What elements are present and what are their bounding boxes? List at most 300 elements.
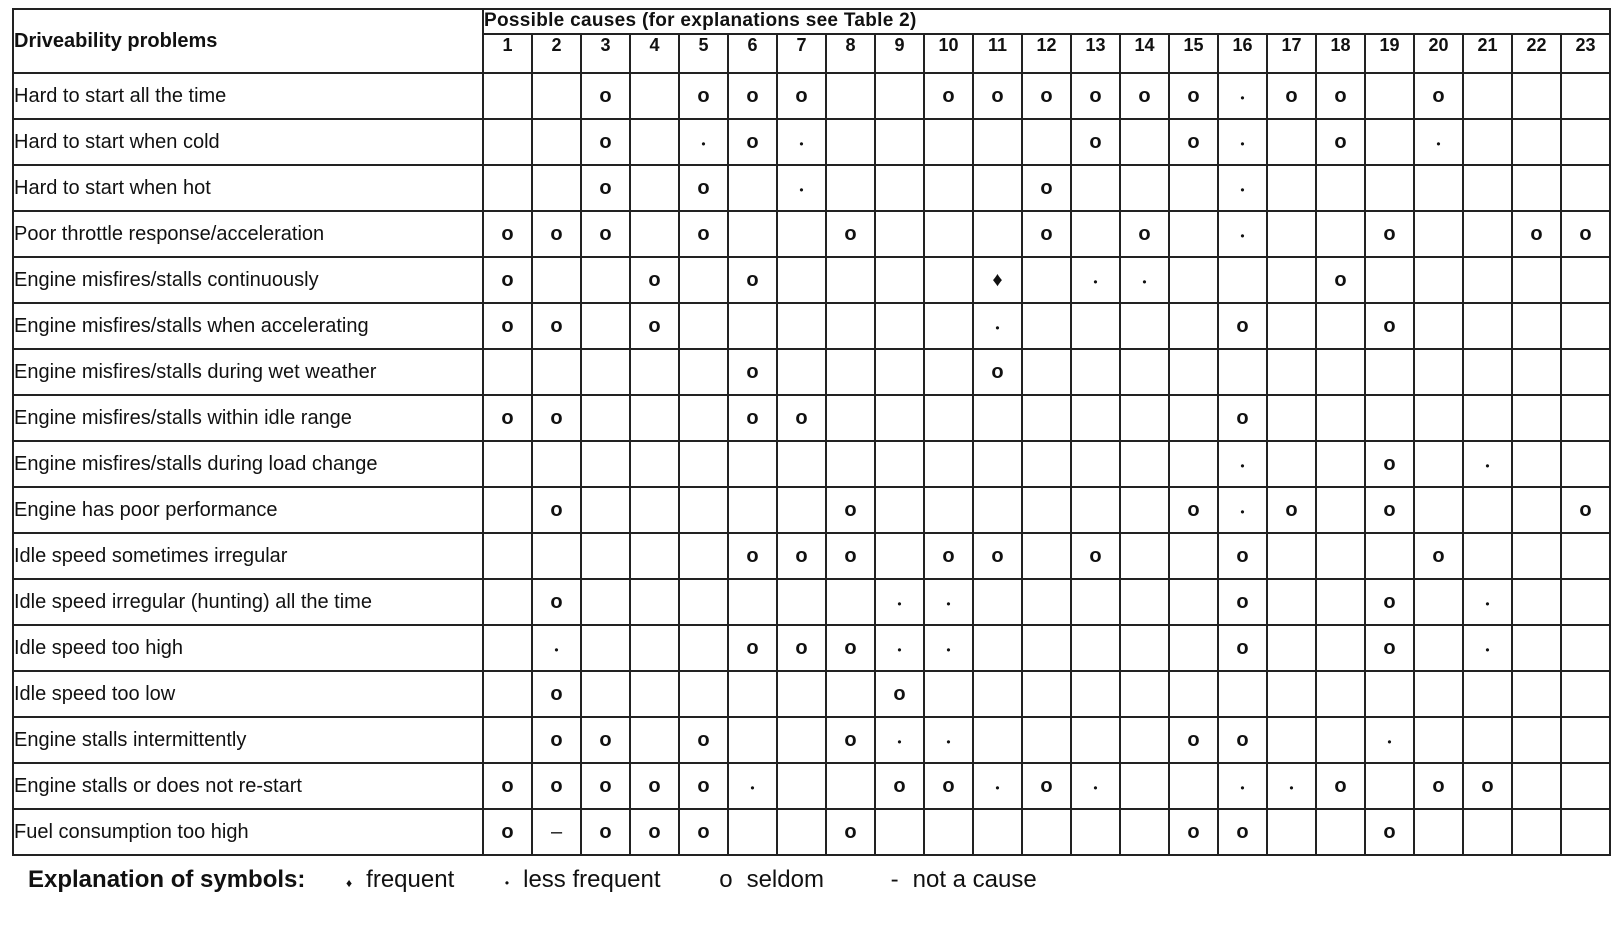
cause-cell bbox=[483, 349, 532, 395]
frequent-symbol-icon: ♦ bbox=[346, 876, 353, 890]
cause-cell bbox=[875, 395, 924, 441]
cause-cell bbox=[1071, 119, 1120, 165]
cause-cell bbox=[679, 671, 728, 717]
cause-cell bbox=[1120, 73, 1169, 119]
cause-cell bbox=[1218, 579, 1267, 625]
cause-cell bbox=[924, 257, 973, 303]
cause-cell bbox=[1365, 257, 1414, 303]
cause-cell bbox=[1414, 487, 1463, 533]
cause-cell bbox=[483, 717, 532, 763]
cause-number-1: 1 bbox=[483, 34, 532, 73]
cause-symbol: • bbox=[897, 734, 902, 749]
table-row bbox=[13, 211, 1610, 257]
cause-cell bbox=[1267, 211, 1316, 257]
cause-cell bbox=[630, 349, 679, 395]
cause-cell bbox=[924, 73, 973, 119]
cause-cell bbox=[483, 487, 532, 533]
table-row bbox=[13, 717, 1610, 763]
cause-cell bbox=[1414, 303, 1463, 349]
cause-cell bbox=[532, 809, 581, 855]
cause-cell bbox=[1218, 441, 1267, 487]
cause-symbol: o bbox=[991, 544, 1004, 567]
cause-cell bbox=[1218, 165, 1267, 211]
cause-cell bbox=[1071, 257, 1120, 303]
cause-cell bbox=[1022, 763, 1071, 809]
cause-cell bbox=[973, 533, 1022, 579]
cause-cell bbox=[1267, 257, 1316, 303]
cause-cell bbox=[777, 487, 826, 533]
cause-cell bbox=[826, 119, 875, 165]
cause-cell bbox=[875, 579, 924, 625]
cause-cell bbox=[1120, 671, 1169, 717]
cause-cell bbox=[924, 671, 973, 717]
cause-cell bbox=[1365, 579, 1414, 625]
cause-cell bbox=[630, 303, 679, 349]
cause-cell bbox=[973, 763, 1022, 809]
cause-cell bbox=[679, 73, 728, 119]
cause-cell bbox=[1022, 165, 1071, 211]
cause-cell bbox=[1071, 211, 1120, 257]
cause-number-8: 8 bbox=[826, 34, 875, 73]
cause-cell bbox=[1365, 625, 1414, 671]
cause-cell bbox=[875, 441, 924, 487]
cause-cell bbox=[728, 441, 777, 487]
cause-symbol: o bbox=[942, 774, 955, 797]
cause-symbol: • bbox=[995, 780, 1000, 795]
cause-cell bbox=[1561, 441, 1610, 487]
cause-cell bbox=[728, 119, 777, 165]
cause-cell bbox=[728, 579, 777, 625]
cause-symbol: o bbox=[1187, 820, 1200, 843]
cause-symbol: o bbox=[1040, 84, 1053, 107]
cause-symbol: o bbox=[795, 636, 808, 659]
cause-cell bbox=[1316, 441, 1365, 487]
cause-symbol: o bbox=[844, 728, 857, 751]
cause-cell bbox=[1463, 303, 1512, 349]
cause-cell bbox=[1365, 395, 1414, 441]
cause-cell bbox=[728, 349, 777, 395]
cause-cell bbox=[973, 119, 1022, 165]
cause-cell bbox=[924, 579, 973, 625]
cause-cell bbox=[1120, 165, 1169, 211]
cause-cell bbox=[973, 395, 1022, 441]
cause-cell bbox=[1267, 119, 1316, 165]
cause-cell bbox=[532, 165, 581, 211]
problem-label: Poor throttle response/acceleration bbox=[13, 211, 483, 257]
cause-cell bbox=[679, 211, 728, 257]
cause-cell bbox=[1218, 119, 1267, 165]
cause-number-11: 11 bbox=[973, 34, 1022, 73]
cause-cell bbox=[630, 625, 679, 671]
cause-symbol: o bbox=[1383, 820, 1396, 843]
cause-symbol: o bbox=[1040, 774, 1053, 797]
cause-cell bbox=[1316, 257, 1365, 303]
cause-cell bbox=[1316, 487, 1365, 533]
cause-symbol: o bbox=[1285, 498, 1298, 521]
cause-cell bbox=[728, 257, 777, 303]
cause-cell bbox=[1218, 809, 1267, 855]
cause-symbol: o bbox=[746, 406, 759, 429]
cause-cell bbox=[1071, 625, 1120, 671]
cause-cell bbox=[875, 349, 924, 395]
cause-cell bbox=[826, 809, 875, 855]
cause-cell bbox=[1218, 717, 1267, 763]
cause-cell bbox=[1414, 441, 1463, 487]
cause-symbol: ♦ bbox=[992, 268, 1003, 291]
cause-cell bbox=[875, 533, 924, 579]
cause-cell bbox=[581, 303, 630, 349]
cause-cell bbox=[1022, 119, 1071, 165]
cause-symbol: o bbox=[697, 820, 710, 843]
cause-cell bbox=[532, 73, 581, 119]
cause-cell bbox=[777, 671, 826, 717]
cause-cell bbox=[973, 211, 1022, 257]
cause-cell bbox=[1120, 303, 1169, 349]
cause-cell bbox=[581, 671, 630, 717]
cause-cell bbox=[1512, 165, 1561, 211]
cause-symbol: o bbox=[599, 728, 612, 751]
cause-cell bbox=[777, 119, 826, 165]
cause-symbol: o bbox=[844, 498, 857, 521]
cause-cell bbox=[1120, 763, 1169, 809]
cause-cell bbox=[1561, 73, 1610, 119]
cause-cell bbox=[1169, 763, 1218, 809]
cause-number-17: 17 bbox=[1267, 34, 1316, 73]
cause-symbol: o bbox=[1187, 84, 1200, 107]
cause-cell bbox=[1267, 73, 1316, 119]
cause-cell bbox=[1365, 119, 1414, 165]
cause-cell bbox=[630, 395, 679, 441]
cause-cell bbox=[1120, 487, 1169, 533]
cause-symbol: o bbox=[1334, 774, 1347, 797]
cause-cell bbox=[1414, 349, 1463, 395]
cause-cell bbox=[679, 303, 728, 349]
problem-label: Hard to start when hot bbox=[13, 165, 483, 211]
cause-symbol: o bbox=[1089, 544, 1102, 567]
cause-cell bbox=[483, 533, 532, 579]
problem-label: Hard to start when cold bbox=[13, 119, 483, 165]
cause-cell bbox=[581, 717, 630, 763]
cause-cell bbox=[1414, 671, 1463, 717]
problem-label: Engine has poor performance bbox=[13, 487, 483, 533]
cause-cell bbox=[532, 579, 581, 625]
cause-number-10: 10 bbox=[924, 34, 973, 73]
cause-cell bbox=[777, 533, 826, 579]
cause-symbol: • bbox=[1093, 780, 1098, 795]
cause-cell bbox=[1316, 809, 1365, 855]
cause-symbol: • bbox=[946, 596, 951, 611]
cause-cell bbox=[1316, 717, 1365, 763]
cause-cell bbox=[728, 625, 777, 671]
cause-cell bbox=[1316, 395, 1365, 441]
cause-cell bbox=[1169, 395, 1218, 441]
problem-label: Engine stalls intermittently bbox=[13, 717, 483, 763]
cause-cell bbox=[1169, 809, 1218, 855]
cause-symbol: o bbox=[697, 728, 710, 751]
cause-cell bbox=[1120, 211, 1169, 257]
header-row-top bbox=[13, 9, 1610, 34]
cause-cell bbox=[1414, 165, 1463, 211]
cause-number-22: 22 bbox=[1512, 34, 1561, 73]
problem-label: Idle speed irregular (hunting) all the time bbox=[13, 579, 483, 625]
cause-cell bbox=[1512, 73, 1561, 119]
cause-cell bbox=[1022, 73, 1071, 119]
cause-symbol: • bbox=[1436, 136, 1441, 151]
cause-cell bbox=[630, 119, 679, 165]
cause-cell bbox=[483, 165, 532, 211]
cause-cell bbox=[1414, 533, 1463, 579]
cause-cell bbox=[728, 717, 777, 763]
cause-cell bbox=[1169, 257, 1218, 303]
cause-cell bbox=[1218, 671, 1267, 717]
cause-symbol: • bbox=[750, 780, 755, 795]
legend-less-frequent-label: less frequent bbox=[523, 866, 661, 893]
cause-cell bbox=[1120, 809, 1169, 855]
driveability-problems-header: Driveability problems bbox=[13, 9, 483, 73]
cause-cell bbox=[1365, 533, 1414, 579]
cause-cell bbox=[581, 119, 630, 165]
cause-cell bbox=[1365, 441, 1414, 487]
cause-symbol: o bbox=[1579, 222, 1592, 245]
cause-cell bbox=[532, 395, 581, 441]
cause-cell bbox=[826, 165, 875, 211]
cause-cell bbox=[728, 211, 777, 257]
cause-cell bbox=[924, 395, 973, 441]
cause-cell bbox=[1561, 579, 1610, 625]
cause-cell bbox=[924, 809, 973, 855]
cause-cell bbox=[1022, 625, 1071, 671]
cause-cell bbox=[1267, 165, 1316, 211]
cause-cell bbox=[826, 349, 875, 395]
cause-cell bbox=[1561, 165, 1610, 211]
cause-cell bbox=[826, 395, 875, 441]
cause-number-20: 20 bbox=[1414, 34, 1463, 73]
cause-cell bbox=[1463, 349, 1512, 395]
cause-cell bbox=[1414, 809, 1463, 855]
cause-cell bbox=[826, 211, 875, 257]
table-row bbox=[13, 809, 1610, 855]
cause-cell bbox=[1316, 671, 1365, 717]
cause-cell bbox=[1414, 395, 1463, 441]
legend-not-a-cause bbox=[891, 866, 1037, 893]
cause-symbol: • bbox=[995, 320, 1000, 335]
cause-number-2: 2 bbox=[532, 34, 581, 73]
cause-cell bbox=[679, 533, 728, 579]
table-row bbox=[13, 625, 1610, 671]
cause-symbol: o bbox=[893, 774, 906, 797]
cause-cell bbox=[581, 533, 630, 579]
cause-symbol: • bbox=[1240, 228, 1245, 243]
cause-cell bbox=[1120, 119, 1169, 165]
cause-cell bbox=[532, 625, 581, 671]
cause-cell bbox=[630, 671, 679, 717]
cause-cell bbox=[1512, 717, 1561, 763]
cause-symbol: o bbox=[1236, 728, 1249, 751]
cause-symbol: o bbox=[550, 682, 563, 705]
cause-symbol: o bbox=[648, 774, 661, 797]
cause-cell bbox=[1561, 625, 1610, 671]
cause-cell bbox=[924, 625, 973, 671]
cause-cell bbox=[581, 441, 630, 487]
cause-cell bbox=[728, 73, 777, 119]
cause-symbol: o bbox=[1236, 406, 1249, 429]
cause-symbol: o bbox=[599, 774, 612, 797]
cause-symbol: o bbox=[1383, 636, 1396, 659]
cause-number-18: 18 bbox=[1316, 34, 1365, 73]
cause-cell bbox=[728, 533, 777, 579]
cause-cell bbox=[1218, 349, 1267, 395]
driveability-table bbox=[12, 8, 1611, 856]
cause-cell bbox=[1218, 763, 1267, 809]
cause-cell bbox=[581, 625, 630, 671]
cause-cell bbox=[826, 441, 875, 487]
cause-symbol: o bbox=[942, 84, 955, 107]
cause-cell bbox=[826, 579, 875, 625]
cause-cell bbox=[1022, 671, 1071, 717]
table-row bbox=[13, 671, 1610, 717]
cause-symbol: o bbox=[501, 774, 514, 797]
cause-cell bbox=[924, 165, 973, 211]
cause-cell bbox=[777, 73, 826, 119]
cause-cell bbox=[1267, 717, 1316, 763]
cause-cell bbox=[875, 73, 924, 119]
cause-cell bbox=[1022, 809, 1071, 855]
cause-cell bbox=[630, 487, 679, 533]
cause-cell bbox=[826, 671, 875, 717]
cause-symbol: • bbox=[1240, 780, 1245, 795]
cause-cell bbox=[1463, 73, 1512, 119]
cause-cell bbox=[1267, 487, 1316, 533]
cause-cell bbox=[826, 257, 875, 303]
cause-symbol: o bbox=[942, 544, 955, 567]
cause-cell bbox=[581, 257, 630, 303]
cause-symbol: o bbox=[1236, 314, 1249, 337]
legend-seldom bbox=[719, 866, 830, 893]
cause-cell bbox=[777, 763, 826, 809]
cause-cell bbox=[728, 671, 777, 717]
cause-cell bbox=[1414, 119, 1463, 165]
cause-symbol: o bbox=[746, 268, 759, 291]
cause-cell bbox=[1463, 533, 1512, 579]
cause-cell bbox=[1512, 119, 1561, 165]
cause-cell bbox=[1414, 763, 1463, 809]
cause-cell bbox=[1561, 763, 1610, 809]
cause-cell bbox=[581, 349, 630, 395]
cause-cell bbox=[532, 671, 581, 717]
cause-cell bbox=[1414, 717, 1463, 763]
cause-symbol: o bbox=[1040, 176, 1053, 199]
cause-symbol: o bbox=[1579, 498, 1592, 521]
cause-symbol: o bbox=[648, 820, 661, 843]
cause-cell bbox=[483, 809, 532, 855]
cause-cell bbox=[875, 211, 924, 257]
cause-symbol: • bbox=[701, 136, 706, 151]
cause-cell bbox=[1218, 303, 1267, 349]
cause-symbol: o bbox=[1383, 314, 1396, 337]
cause-cell bbox=[483, 119, 532, 165]
cause-symbol: o bbox=[599, 820, 612, 843]
cause-symbol: o bbox=[1138, 222, 1151, 245]
cause-cell bbox=[973, 809, 1022, 855]
cause-symbol: o bbox=[697, 774, 710, 797]
cause-symbol: o bbox=[550, 498, 563, 521]
cause-cell bbox=[875, 257, 924, 303]
cause-symbol: o bbox=[1383, 452, 1396, 475]
cause-symbol: • bbox=[799, 136, 804, 151]
cause-cell bbox=[581, 165, 630, 211]
cause-cell bbox=[1022, 211, 1071, 257]
cause-cell bbox=[1512, 625, 1561, 671]
cause-cell bbox=[1169, 533, 1218, 579]
cause-cell bbox=[1512, 303, 1561, 349]
cause-cell bbox=[1267, 671, 1316, 717]
cause-symbol: o bbox=[550, 774, 563, 797]
cause-symbol: o bbox=[991, 360, 1004, 383]
cause-cell bbox=[1169, 303, 1218, 349]
cause-symbol: o bbox=[893, 682, 906, 705]
cause-symbol: o bbox=[746, 130, 759, 153]
cause-symbol: o bbox=[550, 590, 563, 613]
cause-cell bbox=[581, 763, 630, 809]
cause-cell bbox=[1071, 717, 1120, 763]
cause-symbol: o bbox=[746, 360, 759, 383]
cause-symbol: o bbox=[746, 544, 759, 567]
cause-cell bbox=[1267, 763, 1316, 809]
cause-cell bbox=[1512, 211, 1561, 257]
cause-cell bbox=[875, 487, 924, 533]
cause-cell bbox=[630, 717, 679, 763]
cause-symbol: o bbox=[1089, 84, 1102, 107]
cause-cell bbox=[630, 73, 679, 119]
cause-number-7: 7 bbox=[777, 34, 826, 73]
cause-cell bbox=[483, 303, 532, 349]
cause-cell bbox=[1414, 579, 1463, 625]
cause-cell bbox=[679, 763, 728, 809]
cause-symbol: o bbox=[1236, 544, 1249, 567]
cause-cell bbox=[630, 763, 679, 809]
cause-symbol: o bbox=[1187, 728, 1200, 751]
cause-cell bbox=[532, 119, 581, 165]
cause-cell bbox=[1022, 487, 1071, 533]
cause-cell bbox=[826, 73, 875, 119]
cause-cell bbox=[1561, 257, 1610, 303]
cause-symbol: o bbox=[501, 268, 514, 291]
cause-symbol: o bbox=[746, 636, 759, 659]
cause-symbol: • bbox=[1387, 734, 1392, 749]
cause-cell bbox=[1561, 119, 1610, 165]
cause-symbol: o bbox=[1432, 544, 1445, 567]
table-row bbox=[13, 487, 1610, 533]
cause-cell bbox=[875, 303, 924, 349]
cause-cell bbox=[1365, 671, 1414, 717]
cause-symbol: o bbox=[1481, 774, 1494, 797]
cause-cell bbox=[1365, 487, 1414, 533]
cause-cell bbox=[1414, 625, 1463, 671]
table-row bbox=[13, 349, 1610, 395]
cause-cell bbox=[875, 809, 924, 855]
table-row bbox=[13, 119, 1610, 165]
cause-cell bbox=[1120, 441, 1169, 487]
table-row bbox=[13, 533, 1610, 579]
problem-label: Engine misfires/stalls when accelerating bbox=[13, 303, 483, 349]
cause-cell bbox=[1512, 809, 1561, 855]
cause-cell bbox=[581, 809, 630, 855]
cause-cell bbox=[1463, 671, 1512, 717]
cause-cell bbox=[1071, 809, 1120, 855]
cause-symbol: • bbox=[1240, 136, 1245, 151]
cause-cell bbox=[1267, 395, 1316, 441]
cause-cell bbox=[1463, 625, 1512, 671]
